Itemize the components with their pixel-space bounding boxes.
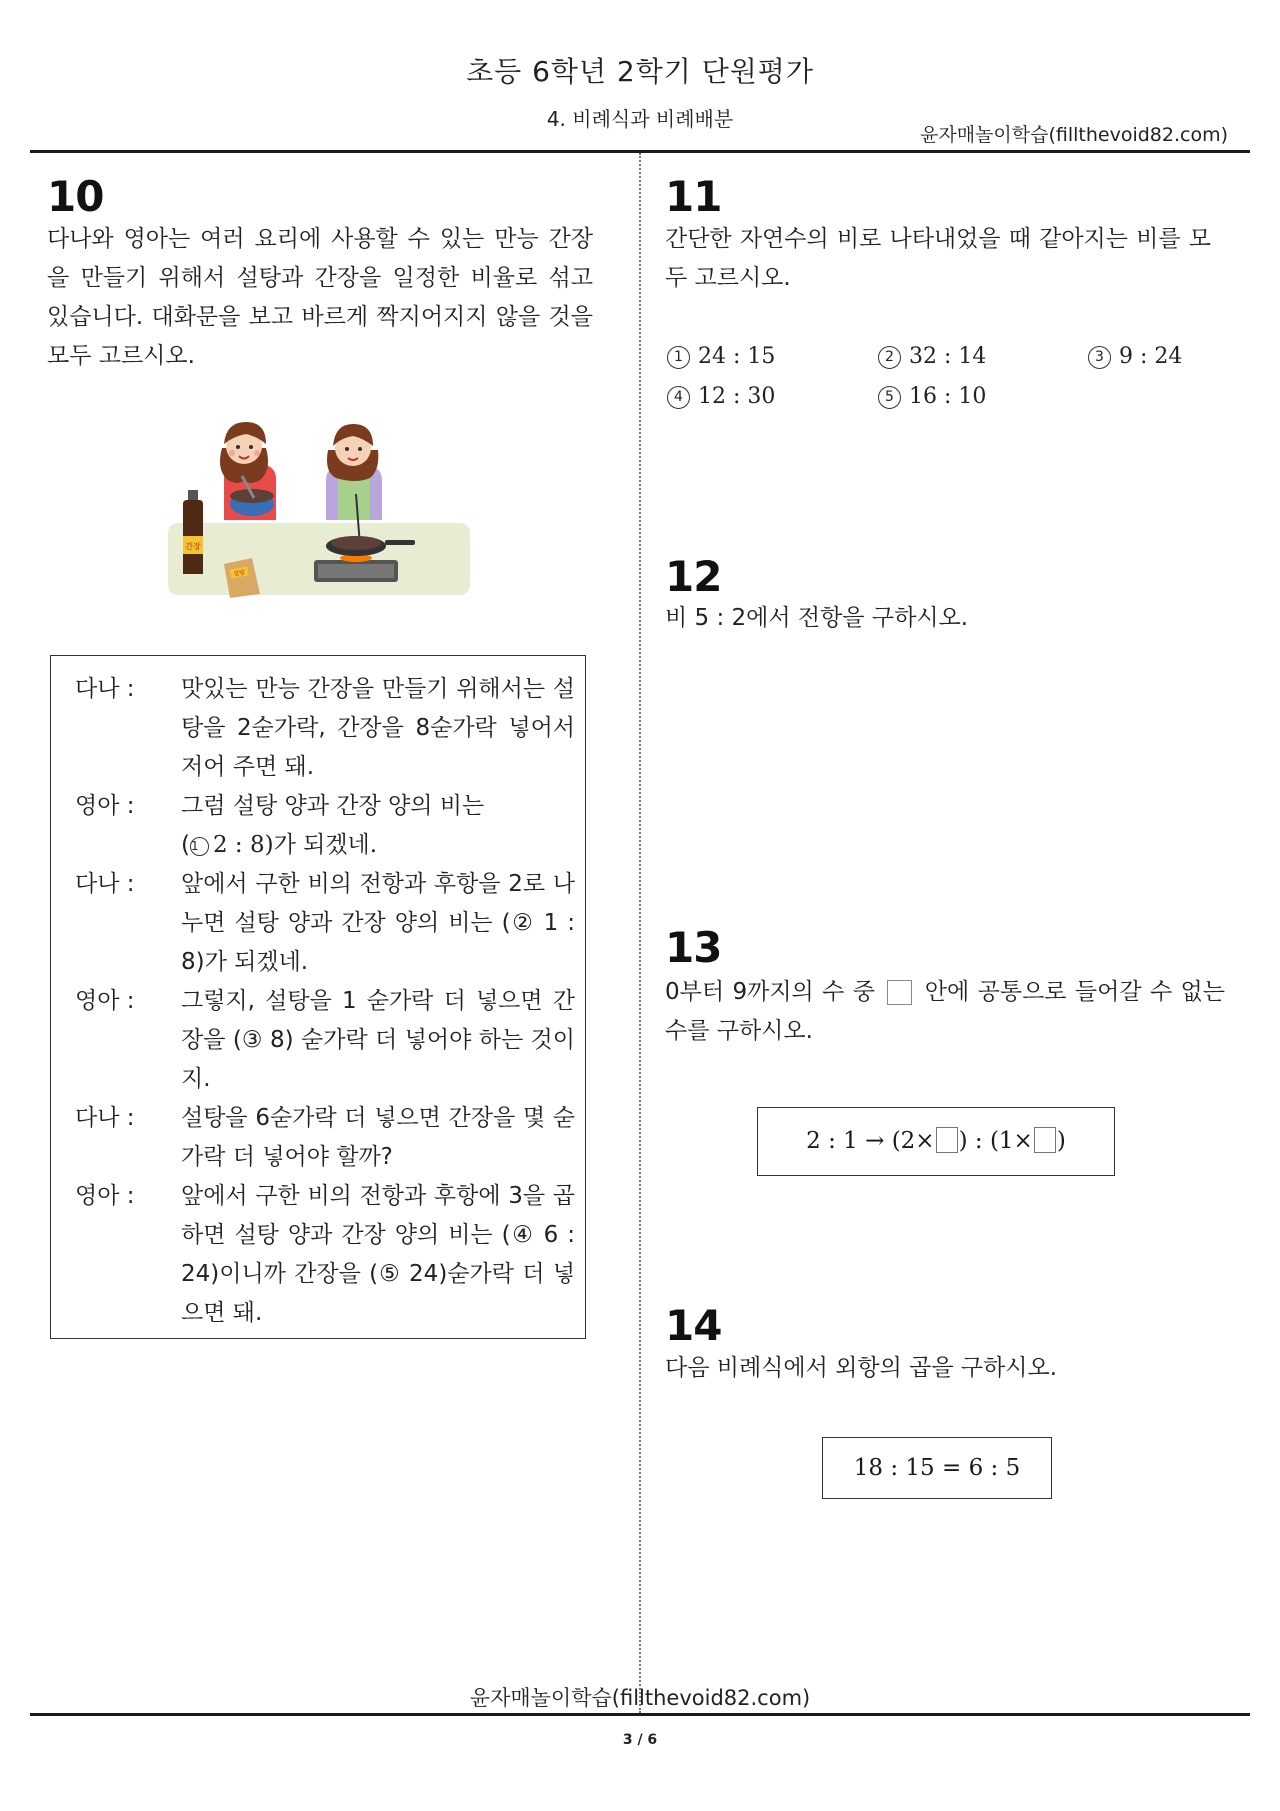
dialog-speaker: 영아 : bbox=[75, 988, 135, 1014]
dialog-box bbox=[50, 655, 586, 1339]
answer-option-3[interactable] bbox=[1088, 344, 1182, 369]
blank-box-icon bbox=[887, 980, 912, 1005]
dialog-line bbox=[75, 670, 575, 787]
option-mark: 1 bbox=[667, 346, 690, 369]
option-value: 12 : 30 bbox=[698, 384, 776, 409]
dialog-line bbox=[75, 787, 575, 865]
answer-option-4[interactable] bbox=[667, 384, 775, 409]
option-mark: 4 bbox=[667, 386, 690, 409]
bottle-label: 간장 bbox=[185, 542, 201, 551]
dialog-line bbox=[75, 1099, 575, 1177]
dialog-speaker: 영아 : bbox=[75, 1183, 135, 1209]
option-value: 32 : 14 bbox=[909, 344, 987, 369]
dialog-line bbox=[75, 1177, 575, 1333]
question-number: 11 bbox=[665, 172, 722, 221]
worksheet-title: 초등 6학년 2학기 단원평가 bbox=[466, 55, 814, 88]
dialog-line bbox=[75, 865, 575, 982]
dialog-speaker: 다나 : bbox=[75, 676, 135, 702]
expr-left: 2 : 1 → (2× bbox=[806, 1128, 935, 1154]
answer-option-5[interactable] bbox=[878, 384, 986, 409]
expr-mid: ) : (1× bbox=[958, 1128, 1033, 1154]
answer-option-1[interactable] bbox=[667, 344, 775, 369]
soy-sauce-bottle bbox=[183, 490, 203, 574]
unit-subtitle: 4. 비례식과 비례배분 bbox=[546, 107, 734, 131]
question-11-text: 간단한 자연수의 비로 나타내었을 때 같아지는 비를 모두 고르시오. bbox=[665, 226, 1211, 291]
option-value: 9 : 24 bbox=[1119, 344, 1183, 369]
girl-left-figure bbox=[220, 422, 276, 520]
ratio-expression-box bbox=[757, 1107, 1115, 1176]
proportion-expression-box: 18 : 15 = 6 : 5 bbox=[822, 1437, 1052, 1499]
option-mark: 3 bbox=[1088, 346, 1111, 369]
blank-box-icon bbox=[936, 1127, 958, 1153]
question-number: 14 bbox=[665, 1301, 722, 1350]
dialog-text: 앞에서 구한 비의 전항과 후항에 3을 곱하면 설탕 양과 간장 양의 비는 (④ 6 : 24)이니까 간장을 (⑤ 24)숟가락 더 넣으면 돼. bbox=[181, 1183, 575, 1326]
question-13-text-after: 안에 공통으로 들어갈 수 없는 수를 구하시오. bbox=[665, 979, 1225, 1044]
question-number: 10 bbox=[47, 172, 104, 221]
question-13-text-before: 0부터 9까지의 수 중 bbox=[665, 979, 875, 1005]
dialog-text: 그렇지, 설탕을 1 숟가락 더 넣으면 간장을 (③ 8) 숟가락 더 넣어야 하는 것이지. bbox=[181, 988, 575, 1092]
dialog-speaker: 다나 : bbox=[75, 871, 135, 897]
option-mark: 5 bbox=[878, 386, 901, 409]
dialog-line bbox=[75, 982, 575, 1099]
choice-mark-1: 1 bbox=[190, 837, 209, 856]
page-number: 3 / 6 bbox=[622, 1732, 658, 1748]
counter-shape bbox=[168, 523, 470, 595]
answer-option-2[interactable] bbox=[878, 344, 986, 369]
footer-site-credit: 윤자매놀이학습(fillthevoid82.com) bbox=[469, 1686, 811, 1710]
dialog-text: 맛있는 만능 간장을 만들기 위해서는 설탕을 2숟가락, 간장을 8숟가락 넣어서 저어 주면 돼. bbox=[181, 676, 575, 780]
bag-label: 설탕 bbox=[232, 569, 246, 578]
option-value: 24 : 15 bbox=[698, 344, 776, 369]
dialog-speaker: 다나 : bbox=[75, 1105, 135, 1131]
dialog-text bbox=[181, 787, 575, 865]
footer-rule bbox=[30, 1713, 1250, 1716]
question-10-text: 다나와 영아는 여러 요리에 사용할 수 있는 만능 간장을 만들기 위해서 설탕과 간장을 일정한 비율로 섞고 있습니다. 대화문을 보고 바르게 짝지어지지 않을 것을 모두 고르시오. bbox=[47, 226, 593, 369]
cooking-illustration bbox=[166, 418, 472, 598]
dialog-text-part: 그럼 설탕 양과 간장 양의 비는 bbox=[181, 793, 485, 819]
header-site-credit: 윤자매놀이학습(fillthevoid82.com) bbox=[919, 124, 1228, 146]
question-14-text: 다음 비례식에서 외항의 곱을 구하시오. bbox=[665, 1355, 1058, 1381]
question-12-text: 비 5 : 2에서 전항을 구하시오. bbox=[665, 605, 969, 631]
question-13-text bbox=[665, 973, 1225, 1051]
dialog-speaker: 영아 : bbox=[75, 793, 135, 819]
column-divider bbox=[639, 153, 641, 1713]
question-number: 12 bbox=[665, 552, 722, 601]
option-mark: 2 bbox=[878, 346, 901, 369]
expr-end: ) bbox=[1056, 1128, 1066, 1154]
dialog-text: 앞에서 구한 비의 전항과 후항을 2로 나누면 설탕 양과 간장 양의 비는 (② 1 : 8)가 되겠네. bbox=[181, 871, 575, 975]
dialog-choice-prefix: ( bbox=[181, 832, 190, 858]
dialog-text: 설탕을 6숟가락 더 넣으면 간장을 몇 숟가락 더 넣어야 할까? bbox=[181, 1105, 575, 1170]
blank-box-icon bbox=[1034, 1127, 1056, 1153]
question-number: 13 bbox=[665, 923, 722, 972]
option-value: 16 : 10 bbox=[909, 384, 987, 409]
dialog-choice-text: 2 : 8)가 되겠네. bbox=[212, 832, 378, 858]
